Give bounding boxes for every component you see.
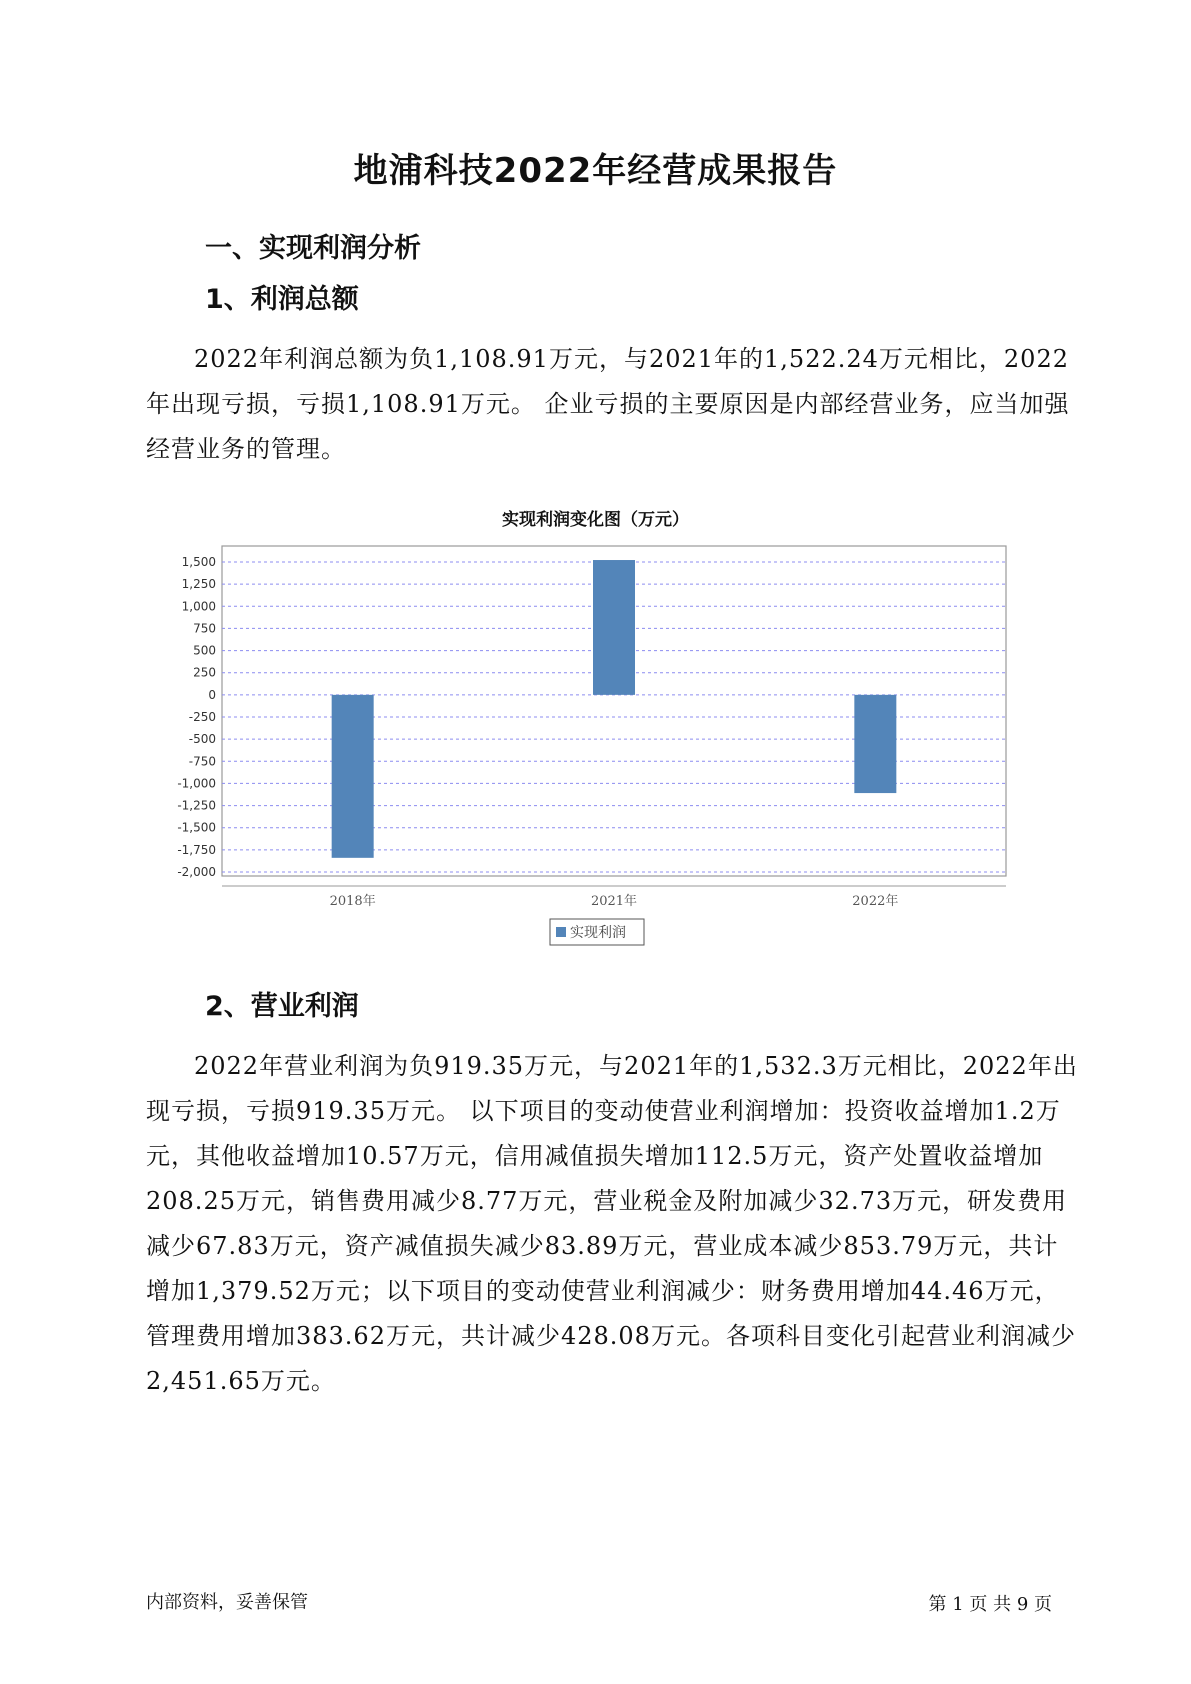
footer-confidential-note: 内部资料，妥善保管	[146, 1592, 308, 1613]
x-tick-label: 2018年	[329, 894, 376, 909]
chart-legend	[550, 919, 644, 945]
footer-page-number: 第 1 页 共 9 页	[928, 1594, 1052, 1615]
y-tick-label: 750	[193, 621, 216, 636]
y-tick-label: -1,250	[177, 798, 216, 813]
total-profit-paragraph: 2022年利润总额为负1,108.91万元，与2021年的1,522.24万元相比，2022年出现亏损，亏损1,108.91万元。 企业亏损的主要原因是内部经营业务，应当加强经营业务的管理。	[146, 345, 1070, 463]
y-tick-label: -500	[188, 732, 216, 747]
y-tick-label: -1,500	[177, 820, 216, 835]
chart-title: 实现利润变化图（万元）	[502, 510, 689, 530]
x-tick-label: 2021年	[590, 894, 638, 909]
y-tick-label: 0	[208, 687, 216, 702]
bar-2018年	[332, 695, 374, 858]
x-axis-ticks	[330, 893, 899, 909]
y-tick-label: 500	[193, 643, 216, 658]
subsection-heading-operating-profit: 2、营业利润	[205, 991, 359, 1022]
document-title: 地浦科技2022年经营成果报告	[353, 151, 838, 191]
y-tick-label: -250	[188, 710, 216, 724]
y-tick-label: -750	[188, 754, 216, 769]
y-tick-label: -1,750	[177, 842, 216, 857]
bar-2022年	[854, 695, 896, 793]
y-axis-ticks	[177, 555, 216, 879]
operating-profit-paragraph: 2022年营业利润为负919.35万元，与2021年的1,532.3万元相比，2022年出现亏损，亏损919.35万元。 以下项目的变动使营业利润增加：投资收益增加1.2万元，其他收益增加10.57万元，信用减值损失增加112.5万元，资产处置收益增加208.25万元，销售费用减少8.77万元，营业税金及附加减少32.73万元，研发费用减少67.83万元，资产减值损失减少83.89万元，营业成本减少853.79万元，共计增加1,379.52万元；以下项目的变动使营业利润减少：财务费用增加44.46万元，管理费用增加383.62万元，共计减少428.08万元。各项科目变化引起营业利润减少2,451.65万元。	[146, 1052, 1078, 1395]
y-tick-label: 1,250	[181, 577, 216, 592]
subsection-heading-total-profit: 1、利润总额	[205, 284, 359, 315]
legend-swatch	[556, 927, 566, 937]
y-tick-label: -2,000	[177, 865, 216, 879]
y-tick-label: 250	[193, 665, 216, 680]
x-tick-label: 2022年	[852, 894, 899, 909]
legend-label: 实现利润	[570, 925, 626, 941]
y-tick-label: -1,000	[177, 776, 216, 791]
y-tick-label: 1,500	[181, 555, 216, 569]
section-heading-profit-analysis: 一、实现利润分析	[205, 233, 421, 264]
bar-2021年	[593, 560, 635, 695]
y-tick-label: 1,000	[181, 599, 216, 614]
